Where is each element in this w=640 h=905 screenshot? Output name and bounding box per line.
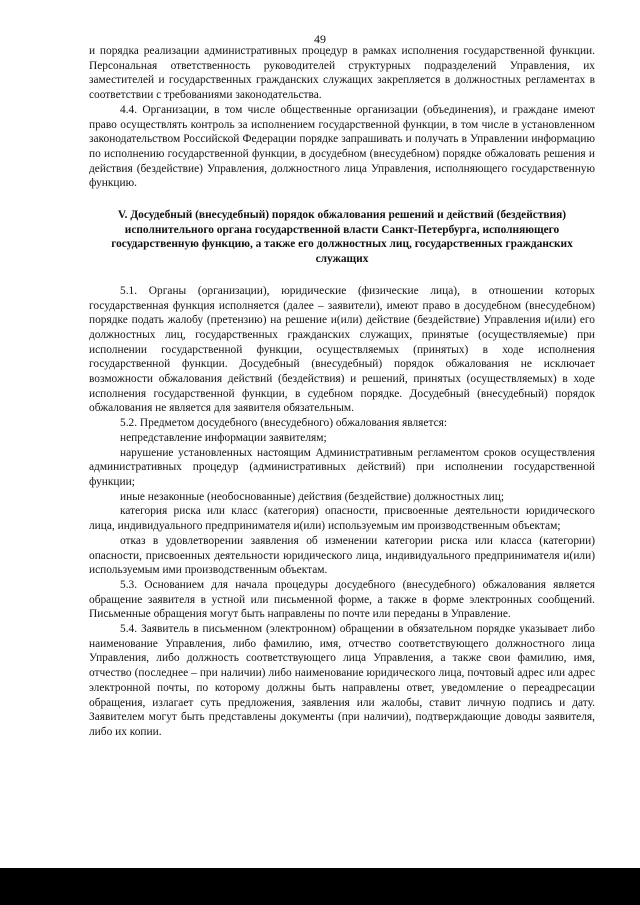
paragraph: 5.3. Основанием для начала процедуры досудебного (внесудебного) обжалования является обращение заявителя в устной или письменной форме, а также в форме электронных сообщений. Письменные обращения могут быть направлены по почте или переданы в Управление. — [89, 578, 595, 621]
paragraph: нарушение установленных настоящим Административным регламентом сроков осуществления административных процедур (административных действий) при исполнении государственной функции; — [89, 446, 595, 488]
page-number: 49 — [314, 32, 326, 46]
paragraph: непредставление информации заявителям; — [120, 431, 327, 444]
scan-bottom-edge — [0, 868, 640, 905]
document-body — [89, 44, 595, 740]
paragraph: иные незаконные (необоснованные) действия (бездействие) должностных лиц; — [120, 490, 505, 503]
paragraph: отказ в удовлетворении заявления об изменении категории риска или класса (категории) опасности, присвоенных деятельности юридического лица, индивидуального предпринимателя и(или) используемым ими производственным объектам. — [89, 534, 595, 577]
paragraph: 5.1. Органы (организации), юридические (физические лица), в отношении которых государственная функция исполняется (далее – заявители), имеют право в досудебном (внесудебном) порядке подать жалобу (претензию) на решение и(или) действие (бездействие) Управления и(или) его должностных лиц, государственных гражданских служащих, принятые (осуществляемые) при исполнении государственной функции, осуществляемых (принятых) в ходе исполнения государственной функции. Досудебный (внесудебный) порядок обжалования не исключает возможности обжалования действий (бездействия) и решений, принятых (осуществляемых) в ходе исполнения государственной функции, в судебном порядке. Досудебный (внесудебный) порядок обжалования не является для заявителя обязательным. — [89, 284, 595, 415]
paragraph: и порядка реализации административных процедур в рамках исполнения государственной функции. Персональная ответственность руководителей структурных подразделений Управления, их заместителей и государственных гражданских служащих закрепляется в должностных регламентах в соответствии с требованиями законодательства. — [89, 45, 595, 102]
section-heading: V. Досудебный (внесудебный) порядок обжалования решений и действий (бездействия) исполнительного органа государственной власти Санкт-Петербурга, исполняющего государственную функцию, а также его должностных лиц, государственных гражданских служащих — [111, 209, 573, 266]
paragraph: категория риска или класс (категория) опасности, присвоенные деятельности юридического лица, индивидуального предпринимателя и(или) используемым им производственным объектам; — [89, 505, 595, 533]
paragraph: 5.4. Заявитель в письменном (электронном) обращении в обязательном порядке указывает либо наименование Управления, либо фамилию, имя, отчество соответствующего должностного лица Управления, либо должность соответствующего лица Управления, а также свои фамилию, имя, отчество (последнее – при наличии) либо наименование юридического лица, почтовый адрес или адрес электронной почты, по которому должны быть направлены ответ, уведомление о переадресации обращения, излагает суть предложения, заявления или жалобы, ставит личную подпись и дату. Заявителем могут быть представлены документы (при наличии), подтверждающие доводы заявителя, либо их копии. — [89, 623, 595, 738]
paragraph: 4.4. Организации, в том числе общественные организации (объединения), и граждане имеют право осуществлять контроль за исполнением государственной функции, в том числе в установленном законодательством Российской Федерации порядке запрашивать и получать в Управлении информацию по исполнению государственной функции, в досудебном (внесудебном) порядке обжаловать решения и действия (бездействие) Управления, должностного лица Управления, исполняющего государственную функцию. — [89, 103, 595, 190]
paragraph: 5.2. Предметом досудебного (внесудебного) обжалования является: — [120, 417, 448, 430]
